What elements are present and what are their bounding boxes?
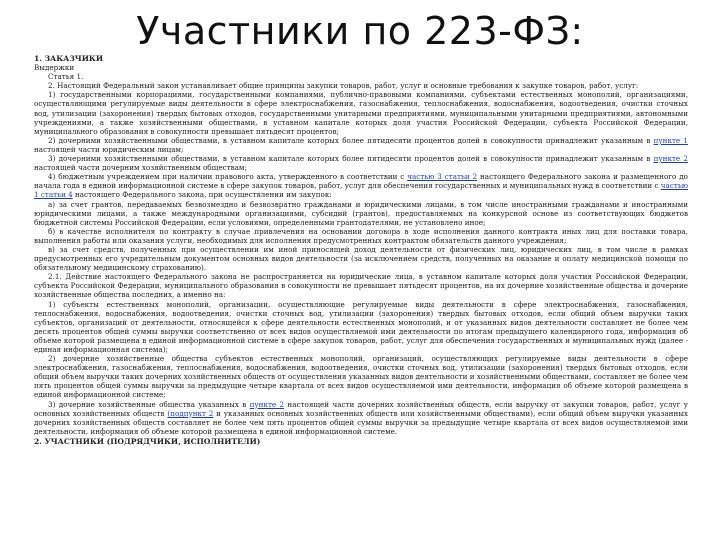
- paragraph-2-item-4v: в) за счет средств, полученных при осуществлении им иной приносящей доход деятельности от физических лиц, юридических лиц, в том числе в рамках предусмотренных его учредительным документом основных видов деятельности (за исключением средств, полученных на оказание и оплату медицинской помощи по обязательному медицинскому страхованию).: [34, 244, 688, 273]
- section-heading-customers: 1. ЗАКАЗЧИКИ: [34, 54, 103, 63]
- link-chast-1-stati-4[interactable]: частью 1 статьи 4: [34, 181, 688, 200]
- text-run: 2) дочерними хозяйственными обществами, в уставном капитале которых более пятидесяти процентов долей в совокупности принадлежит указанным в: [48, 135, 654, 145]
- paragraph-2: 2. Настоящий Федеральный закон устанавливает общие принципы закупки товаров, работ, услуг и основные требования к закупке товаров, работ, услуг:: [48, 81, 639, 91]
- text-run: настоящей части дочерних хозяйственных обществ, если выручку от закупки товаров, работ, услуг у основных хозяйственных обществ: [34, 399, 688, 418]
- text-run: настоящего Федерального закона и размещенного до начала года в единой информационной системе в сфере закупок товаров, работ, услуг для обеспечения государственных и муниципальных нужд в соответствии с: [34, 172, 688, 191]
- section-heading-participants: 2. УЧАСТНИКИ (ПОДРЯДЧИКИ, ИСПОЛНИТЕЛИ): [34, 436, 261, 446]
- link-punkt-1[interactable]: пункте 1: [653, 135, 689, 145]
- text-run: 3) дочерними хозяйственными обществами, в уставном капитале которых более пятидесяти процентов долей в совокупности принадлежит указанным в: [48, 154, 654, 164]
- paragraph-2-item-4b: б) в качестве исполнителя по контракту в случае привлечения на основании договора в ходе исполнения данного контракта иных лиц для поставки товара, выполнения работы или оказания услуги, необходимых для исполнения предусмотренных контрактом обязательств данного учреждения;: [34, 226, 688, 245]
- text-run: и указанных основных хозяйственных обществ или хозяйственными обществами), если общий объем выручки указанных дочерних хозяйственных обществ составляет не более чем пять процентов общей суммы выручки за предыдущие четыре квартала от всех видов осуществляемой ими деятельности, информация об объеме которой размещена в единой информационной системе.: [34, 408, 689, 436]
- article-label: Статья 1.: [48, 72, 84, 82]
- link-punkt-2-sub[interactable]: пункте 2: [249, 399, 285, 409]
- paragraph-2-item-3: [34, 154, 688, 172]
- paragraph-2-1-item-1: 1) субъекты естественных монополий, организации, осуществляющие регулируемые виды деятельности в сфере электроснабжения, газоснабжения, теплоснабжения, водоснабжения, водоотведения, очистки сточных вод, утилизации (захоронения) твердых бытовых отходов, если общий объем выручки таких субъектов, организаций от деятельности, относящейся к сфере деятельности естественных монополий, и от указанных видов деятельности составляет не более чем десять процентов общей суммы выручки соответственно от всех видов осуществляемой ими деятельности по итогам предыдущего календарного года, информация об объеме которой размещена в единой информационной системе в сфере закупок товаров, работ, услуг для обеспечения государственных и муниципальных нужд (далее - единая информационная система);: [34, 299, 688, 354]
- paragraph-2-1-item-3: [34, 400, 688, 436]
- text-run: настоящего Федерального закона, при осуществлении им закупок:: [72, 190, 332, 200]
- paragraph-2-item-4a: а) за счет грантов, передаваемых безвозмездно и безвозвратно гражданами и юридическими лицами, в том числе иностранными гражданами и иностранными юридическими лицами, а также международными организациями, субсидий (грантов), предоставляемых на конкурсной основе из соответствующих бюджетов бюджетной системы Российской Федерации, если условиями, определенными грантодателями, не установлено иное;: [34, 199, 688, 227]
- extract-label: Выдержки: [34, 63, 75, 73]
- text-run: настоящей части дочерним хозяйственным обществам;: [34, 163, 247, 173]
- slide-title: Участники по 223-ФЗ:: [136, 9, 584, 53]
- link-podpunkt-2[interactable]: (подпункт 2: [167, 408, 214, 418]
- paragraph-2-1: 2.1. Действие настоящего Федерального закона не распространяется на юридические лица, в уставном капитале которых доля участия Российской Федерации, субъекта Российской Федерации, муниципального образования в совокупности не превышает пятьдесят процентов, на их дочерние хозяйственные общества и дочерние хозяйственные общества последних, а именно на:: [34, 272, 688, 300]
- document-excerpt: [34, 54, 688, 446]
- text-run: 4) бюджетным учреждением при наличии правового акта, утвержденного в соответствии с: [48, 172, 408, 182]
- text-run: 3) дочерние хозяйственные общества указанных в: [48, 399, 250, 409]
- link-punkt-2[interactable]: пункте 2: [653, 154, 689, 164]
- paragraph-2-1-item-2: 2) дочерние хозяйственные общества субъектов естественных монополий, организаций, осуществляющих регулируемые виды деятельности в сфере электроснабжения, газоснабжения, теплоснабжения, водоснабжения, водоотведения, очистки сточных вод, утилизации (захоронения) твердых бытовых отходов, если общий объем выручки таких дочерних хозяйственных обществ от осуществления указанных видов деятельности и хозяйственными обществами, составляет не более чем пять процентов общей суммы выручки за предыдущие четыре квартала от всех видов осуществляемой ими деятельности, информация об объеме которой размещена в единой информационной системе;: [34, 354, 688, 400]
- paragraph-2-item-2: [34, 136, 688, 154]
- paragraph-2-item-4: [34, 172, 688, 199]
- link-chast-3-stati-2[interactable]: частью 3 статьи 2: [407, 172, 478, 182]
- paragraph-2-item-1: 1) государственными корпорациями, государственными компаниями, публично-правовыми компаниями, субъектами естественных монополий, организациями, осуществляющими регулируемые виды деятельности в сфере электроснабжения, газоснабжения, теплоснабжения, водоснабжения, водоотведения, очистки сточных вод, утилизации (захоронения) твердых бытовых отходов, государственными унитарными предприятиями, муниципальными унитарными предприятиями, автономными учреждениями, а также хозяйственными обществами, в уставном капитале которых доля участия Российской Федерации, субъекта Российской Федерации, муниципального образования в совокупности превышает пятьдесят процентов;: [34, 90, 688, 136]
- text-run: настоящей части юридическим лицам;: [34, 144, 184, 154]
